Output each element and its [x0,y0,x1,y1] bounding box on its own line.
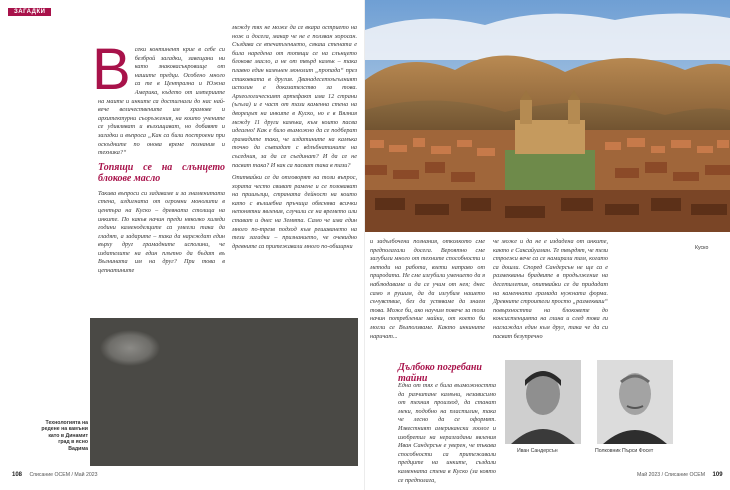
city-photo-caption: Куско [695,245,709,251]
section-heading-2: Дълбоко погребани тайни [398,362,482,384]
article-column-r2 [493,238,608,343]
portrait-percy-fawcett [597,360,673,444]
intro-block [92,37,225,278]
article-text-col3: Опитвайки се да отговорят на този въпрос, хората често свиват рамене и се позовават на пришълци, страната дейност на които като с вълшебна пръчица обяснява всички непонятни явления, случили се на времето или стават и днес на Земята. Само че има един много по-трезв подход към решаването на тези загадки – признанието, че очевидно древните са притежавали много по-обширни [232,174,357,250]
drop-cap: В [92,37,131,102]
cusco-city-photo [365,0,730,232]
portrait-1-caption: Иван Сандерсън [517,448,558,454]
magazine-name-left: Списание ОСЕМ / Май 2023 [29,472,98,478]
article-text-col1: Такива въпроси си задаваме и за знаменитата стена, издигната от огромни монолити в центъра на Куско – древната столица на инките. По какъв начин преди няколко хиляди години каменоделците са умеели така да гладят, а задарите – така да нареждат един върху друг грамадните исполини, че издателите на един плътно да бъдат въ Вълнината им на друг? При това в цепнатините [98,189,225,275]
portrait-ivan-sanderson [505,360,581,444]
left-footer [6,472,98,478]
stone-wall-photo [90,318,358,466]
portrait-2-caption: Полковник Пърси Фосет [595,448,654,454]
right-page [365,0,730,490]
article-text-col2: между тях не може да се вкара острието на нож и досега, макар че не е ползван хоросан. Създава се впечатлението, сякаш стената е била наредена от топящи се на слънцето блокове масло, а не от твърд камък – така плавно един камънен монолит „пропада“ през стиковката в другия. Дванадесетоъгълният исполин е доказателство за това. Археологическият артефакт има 12 страни (ъгъла) и е част от тази каменна стена на дворецът на инките в Куско, но е в Вялния между 11 други камъка, към които пасва идеално! Как е било възможно да се подберат грамадите така, че издатините на камъка точно да съвпадат с вдлъбнатините на съседния, за да се съединат? И да се не пасват така? И как са пасват така в тази? [232,24,357,169]
section-heading-1: Топящи се на слънцето блокове масло [98,161,225,184]
article-column-2 [232,24,357,253]
stone-photo-caption: Технологията на редене на камъни като в Динамит град в ясно Вадима [41,420,88,452]
right-footer [637,472,729,478]
page-number-right: 109 [712,472,723,478]
section-tag: ЗАГАДКИ [8,8,51,16]
article-column-r4 [398,382,496,487]
article-text-r4: Една от тях е била възможността да разчитане камъни, независимо от техния произход, да станат меки, подобно на пластилин, така че лесно да се оформят. Известният американски зоолог и изобретил на неразгадани явления Иван Сандерсън е уверен, че тъкава способности са притежавали предците на инките, създали каменната стена в Куско (за която се предполага, [398,382,496,484]
page-number-left: 108 [12,472,23,478]
article-column-r1 [370,238,485,343]
article-text-r1: и задълбочени познания, отколкото сме предполагали досега. Вероятно сме загубили много от техните способности и методи на работа, взети направо от природата. Не сме изгубили умението да я наблюдаваме и да се учим от нея; днес само я рушим, да да изгубим нашето съчувствие, без да успяваме да знаем това. Може би, ако научим повече за този начин потребление майки, от което би могли се Възползваме. Както инкините наричат... [370,238,485,340]
intro-text: секи континент крие в себе си безброй загадки, завещани ни като знаковасъкровище от нашите предци. Особено много са те в Централна и Южна Америка, където от империите на маите и инките са достигнали до нас най-вече величествените им храмове и архитектурни съоръжения, на които учените се удивляват и възхищават, но добавят и загадки и въпроса „Как са били построени при оскъдните по онова време познания и техника?“ [98,46,225,157]
article-text-r3: че може и да не е издадена от инките, както е Саксайуаман. Те твърдят, че тези строежи вече са се намирали там, когато са дошли. Според Сандерсън не ще са е размекваны брадвите в продължение на десетилетия, опитвайки се да придадат на каменната грамада нужната форма. Древните строители просто „размекваш“ повърхността на блоковете до консистенцията на глина и след това ги наглаждал един към друг, така че да си пасват безупречно [493,238,608,340]
magazine-name-right: Май 2023 / Списание ОСЕМ [637,472,706,478]
